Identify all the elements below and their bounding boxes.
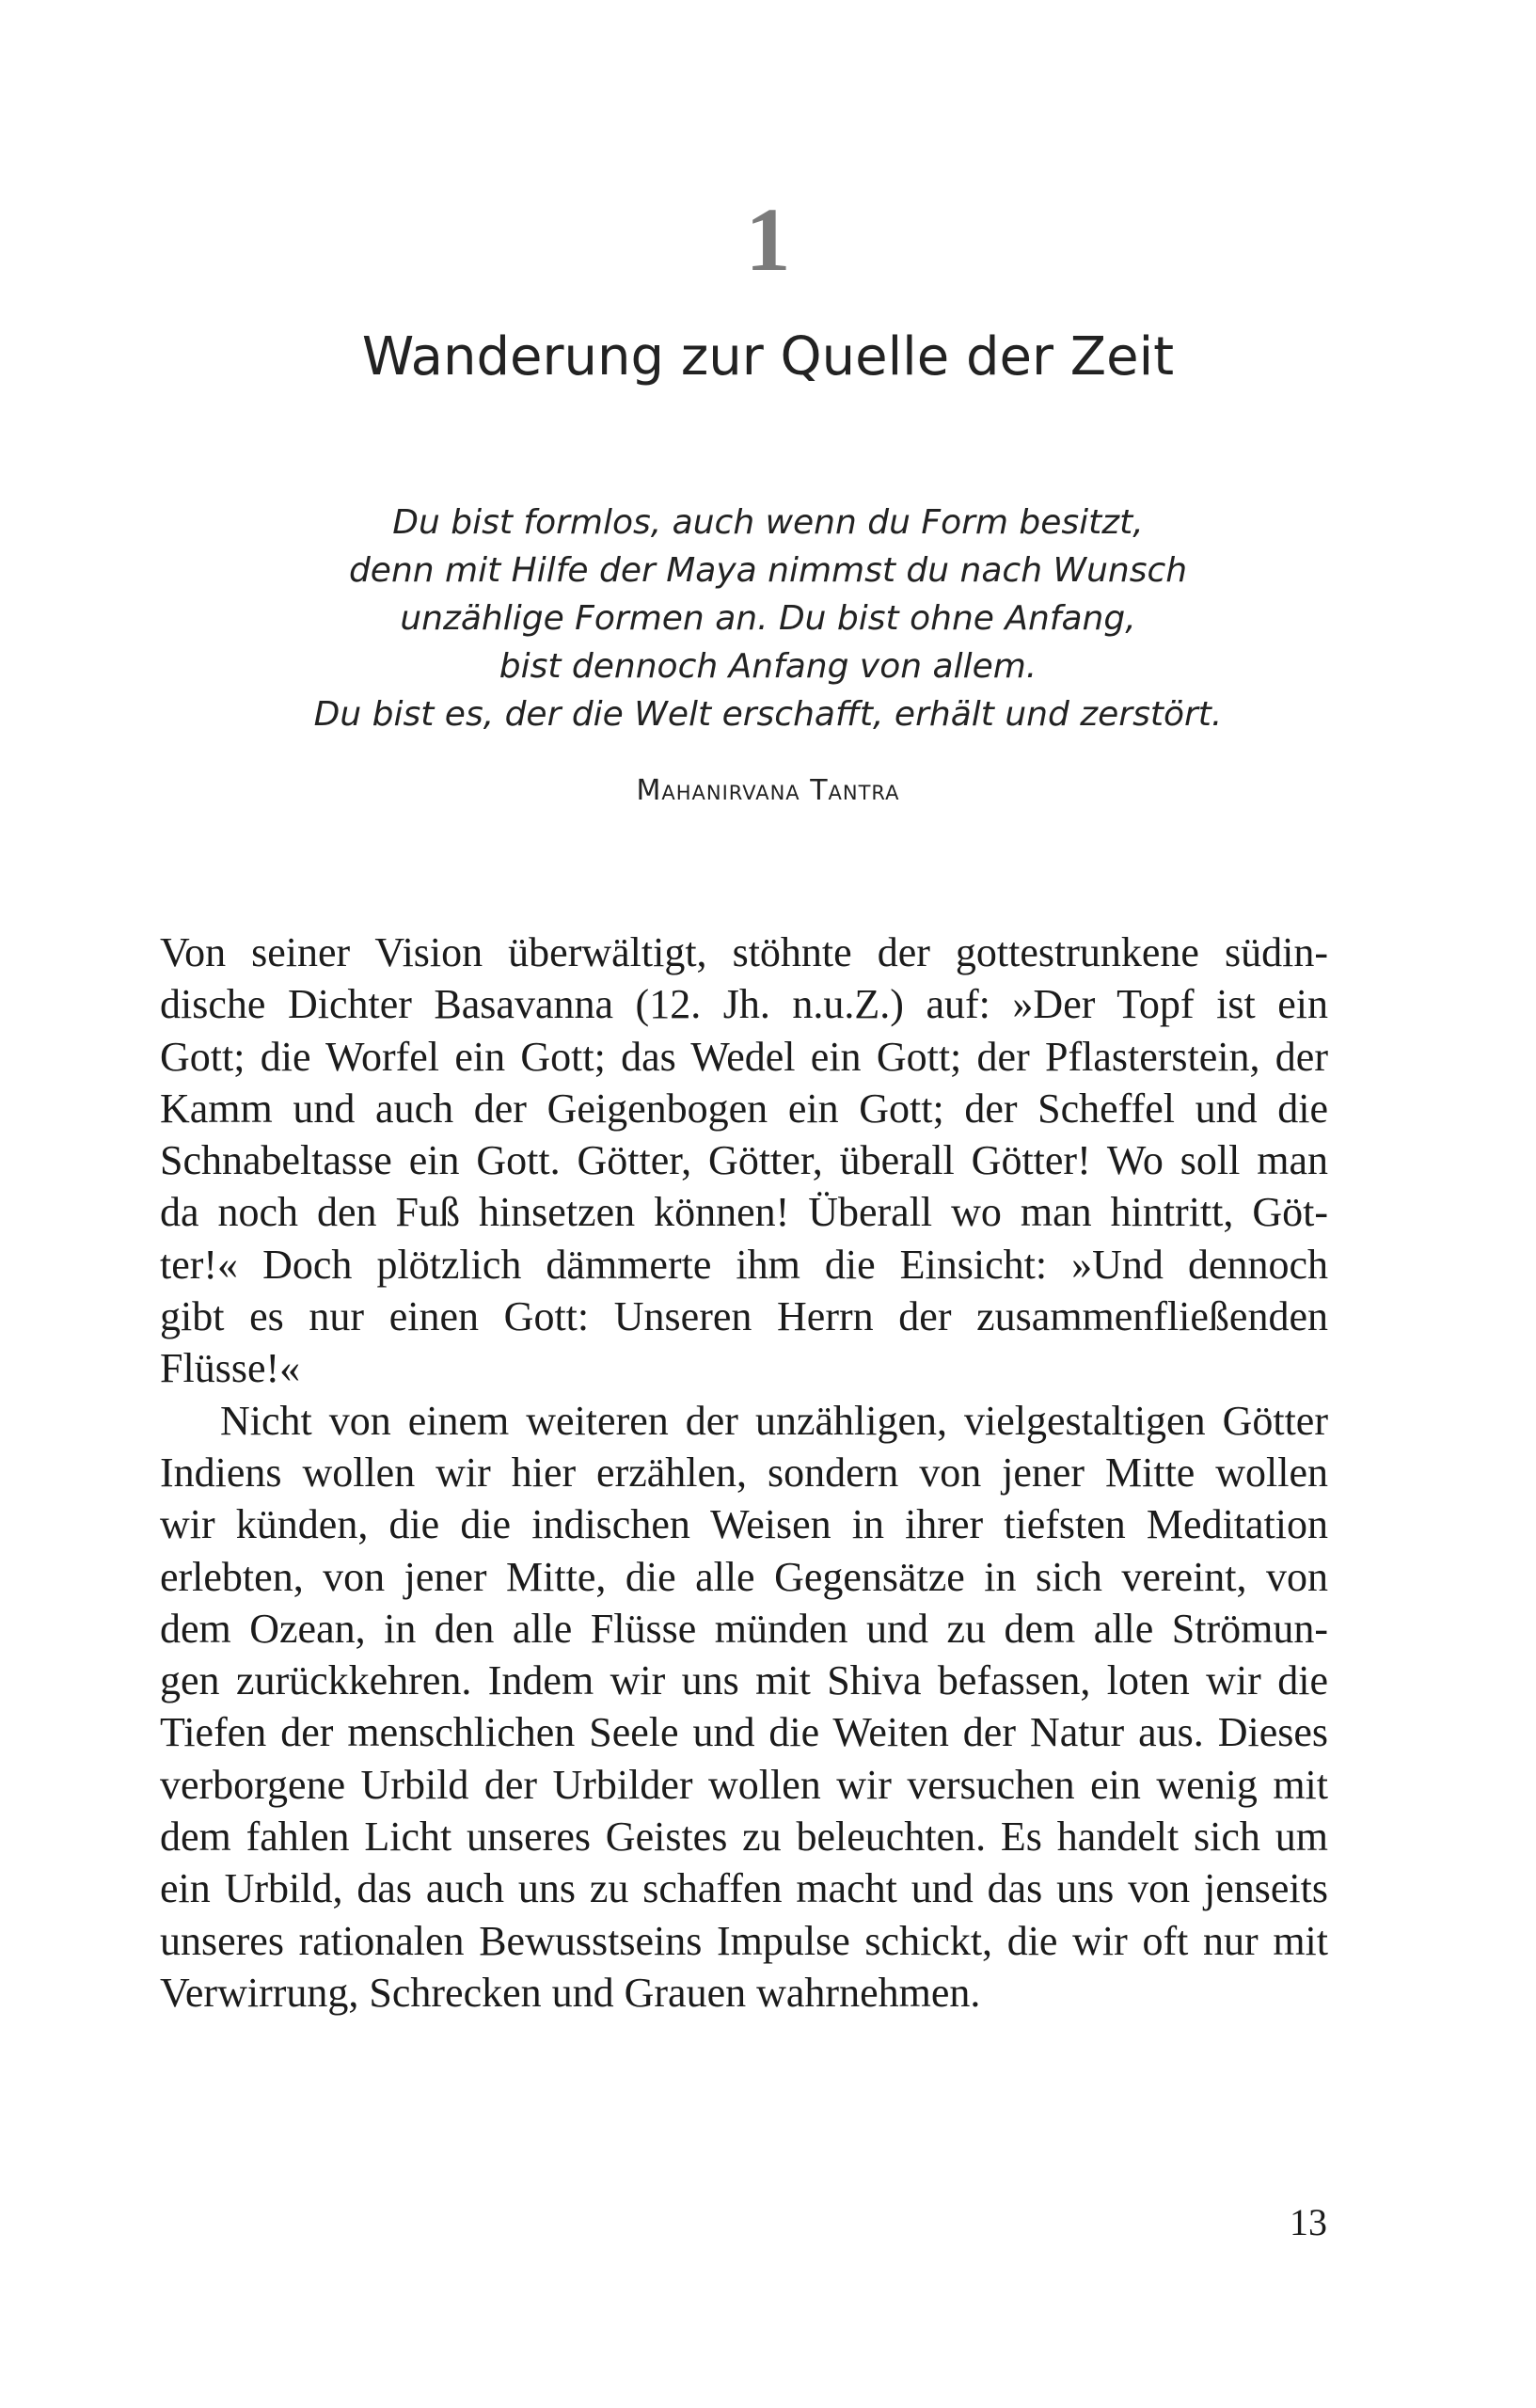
- chapter-number: 1: [745, 189, 791, 290]
- text-line: dische Dichter Basavanna (12. Jh. n.u.Z.) auf: »Der Topf ist ein: [160, 981, 1328, 1028]
- text-line: Verwirrung, Schrecken und Grauen wahrnehmen.: [160, 1969, 981, 2016]
- chapter-title: Wanderung zur Quelle der Zeit: [361, 326, 1175, 388]
- epigraph-line: Du bist formlos, auch wenn du Form besitzt,: [392, 503, 1144, 542]
- text-line: Flüsse!«: [160, 1345, 301, 1392]
- epigraph-line: bist dennoch Anfang von allem.: [499, 647, 1037, 686]
- paragraph: [160, 1395, 1328, 2020]
- paragraph: [160, 927, 1328, 1395]
- epigraph: [0, 499, 1536, 738]
- epigraph-line: Du bist es, der die Welt erschafft, erhält und zerstört.: [313, 695, 1223, 734]
- epigraph-source: Mahanirvana Tantra: [636, 774, 900, 807]
- text-line: Kamm und auch der Geigenbogen ein Gott; der Scheffel und die: [160, 1085, 1328, 1132]
- text-line: ein Urbild, das auch uns zu schaffen macht und das uns von jenseits: [160, 1865, 1328, 1912]
- text-line: dem Ozean, in den alle Flüsse münden und zu dem alle Strömun-: [160, 1605, 1328, 1652]
- text-line: unseres rationalen Bewusstseins Impulse schickt, die wir oft nur mit: [160, 1917, 1328, 1964]
- text-line: Indiens wollen wir hier erzählen, sondern von jener Mitte wollen: [160, 1449, 1328, 1496]
- text-line: Tiefen der menschlichen Seele und die Weiten der Natur aus. Dieses: [160, 1709, 1328, 1756]
- text-line: wir künden, die die indischen Weisen in ihrer tiefsten Meditation: [160, 1501, 1328, 1548]
- text-line: Gott; die Worfel ein Gott; das Wedel ein Gott; der Pflasterstein, der: [160, 1033, 1328, 1080]
- text-line: Schnabeltasse ein Gott. Götter, Götter, überall Götter! Wo soll man: [160, 1137, 1328, 1184]
- text-line: Von seiner Vision überwältigt, stöhnte der gottestrunkene südin-: [160, 929, 1328, 975]
- text-line: dem fahlen Licht unseres Geistes zu beleuchten. Es handelt sich um: [160, 1814, 1328, 1861]
- text-line: erlebten, von jener Mitte, die alle Gegensätze in sich vereint, von: [160, 1553, 1328, 1600]
- epigraph-line: denn mit Hilfe der Maya nimmst du nach Wunsch: [348, 551, 1188, 590]
- text-line: Nicht von einem weiteren der unzähligen, vielgestaltigen Götter: [220, 1397, 1328, 1444]
- body-text: [160, 927, 1328, 2019]
- text-line: gibt es nur einen Gott: Unseren Herrn der zusammenfließenden: [160, 1293, 1328, 1340]
- epigraph-line: unzählige Formen an. Du bist ohne Anfang,: [400, 599, 1136, 638]
- text-line: verborgene Urbild der Urbilder wollen wir versuchen ein wenig mit: [160, 1761, 1328, 1808]
- page-number: 13: [1290, 2201, 1327, 2243]
- text-line: gen zurückkehren. Indem wir uns mit Shiva befassen, loten wir die: [160, 1657, 1328, 1704]
- text-line: ter!« Doch plötzlich dämmerte ihm die Einsicht: »Und dennoch: [160, 1241, 1328, 1288]
- text-line: da noch den Fuß hinsetzen können! Überall wo man hintritt, Göt-: [160, 1189, 1328, 1236]
